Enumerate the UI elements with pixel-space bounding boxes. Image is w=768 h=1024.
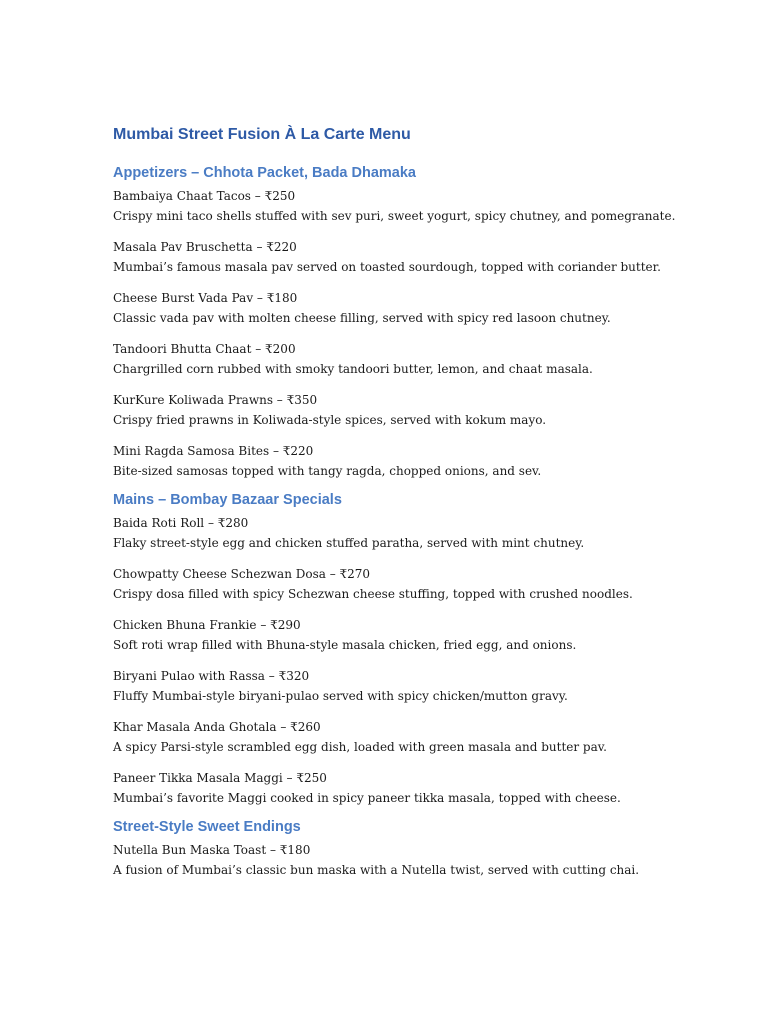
menu-item <box>113 564 733 604</box>
item-name-price: Nutella Bun Maska Toast – ₹180 <box>113 843 311 857</box>
menu-item <box>113 717 733 757</box>
menu-item <box>113 513 733 553</box>
section-mains <box>113 490 733 808</box>
item-description: Classic vada pav with molten cheese filling, served with spicy red lasoon chutney. <box>113 311 611 325</box>
menu-item <box>113 237 733 277</box>
item-list <box>113 513 733 808</box>
item-name-price: KurKure Koliwada Prawns – ₹350 <box>113 393 318 407</box>
menu-item <box>113 288 733 328</box>
item-description: Chargrilled corn rubbed with smoky tandoori butter, lemon, and chaat masala. <box>113 362 593 376</box>
item-description: Crispy fried prawns in Koliwada-style spices, served with kokum mayo. <box>113 413 547 427</box>
item-description: Mumbai’s famous masala pav served on toasted sourdough, topped with coriander butter. <box>113 260 661 274</box>
menu-item <box>113 186 733 226</box>
item-description: Flaky street-style egg and chicken stuffed paratha, served with mint chutney. <box>113 536 585 550</box>
section-appetizers <box>113 163 733 481</box>
item-name-price: Biryani Pulao with Rassa – ₹320 <box>113 669 310 683</box>
section-heading: Appetizers – Chhota Packet, Bada Dhamaka <box>113 165 416 181</box>
section-heading: Mains – Bombay Bazaar Specials <box>113 492 342 508</box>
item-list <box>113 840 733 880</box>
menu-item <box>113 441 733 481</box>
menu-item <box>113 390 733 430</box>
item-description: Crispy dosa filled with spicy Schezwan cheese stuffing, topped with crushed noodles. <box>113 587 633 601</box>
item-description: Soft roti wrap filled with Bhuna-style masala chicken, fried egg, and onions. <box>113 638 577 652</box>
item-name-price: Cheese Burst Vada Pav – ₹180 <box>113 291 298 305</box>
menu-item <box>113 666 733 706</box>
menu-document <box>113 124 733 880</box>
item-description: A spicy Parsi-style scrambled egg dish, loaded with green masala and butter pav. <box>113 740 607 754</box>
item-name-price: Baida Roti Roll – ₹280 <box>113 516 249 530</box>
item-name-price: Bambaiya Chaat Tacos – ₹250 <box>113 189 296 203</box>
item-description: Mumbai’s favorite Maggi cooked in spicy paneer tikka masala, topped with cheese. <box>113 791 621 805</box>
item-name-price: Khar Masala Anda Ghotala – ₹260 <box>113 720 321 734</box>
menu-item <box>113 615 733 655</box>
item-name-price: Chicken Bhuna Frankie – ₹290 <box>113 618 301 632</box>
menu-item <box>113 339 733 379</box>
section-heading: Street-Style Sweet Endings <box>113 819 301 835</box>
item-description: A fusion of Mumbai’s classic bun maska with a Nutella twist, served with cutting chai. <box>113 863 640 877</box>
section-desserts <box>113 817 733 880</box>
item-description: Crispy mini taco shells stuffed with sev puri, sweet yogurt, spicy chutney, and pomegranate. <box>113 209 676 223</box>
item-name-price: Mini Ragda Samosa Bites – ₹220 <box>113 444 314 458</box>
menu-item <box>113 768 733 808</box>
item-description: Bite-sized samosas topped with tangy ragda, chopped onions, and sev. <box>113 464 542 478</box>
item-name-price: Tandoori Bhutta Chaat – ₹200 <box>113 342 296 356</box>
menu-title: Mumbai Street Fusion À La Carte Menu <box>113 126 411 143</box>
item-name-price: Masala Pav Bruschetta – ₹220 <box>113 240 297 254</box>
item-description: Fluffy Mumbai-style biryani-pulao served with spicy chicken/mutton gravy. <box>113 689 568 703</box>
item-name-price: Paneer Tikka Masala Maggi – ₹250 <box>113 771 327 785</box>
item-name-price: Chowpatty Cheese Schezwan Dosa – ₹270 <box>113 567 371 581</box>
menu-item <box>113 840 733 880</box>
item-list <box>113 186 733 481</box>
